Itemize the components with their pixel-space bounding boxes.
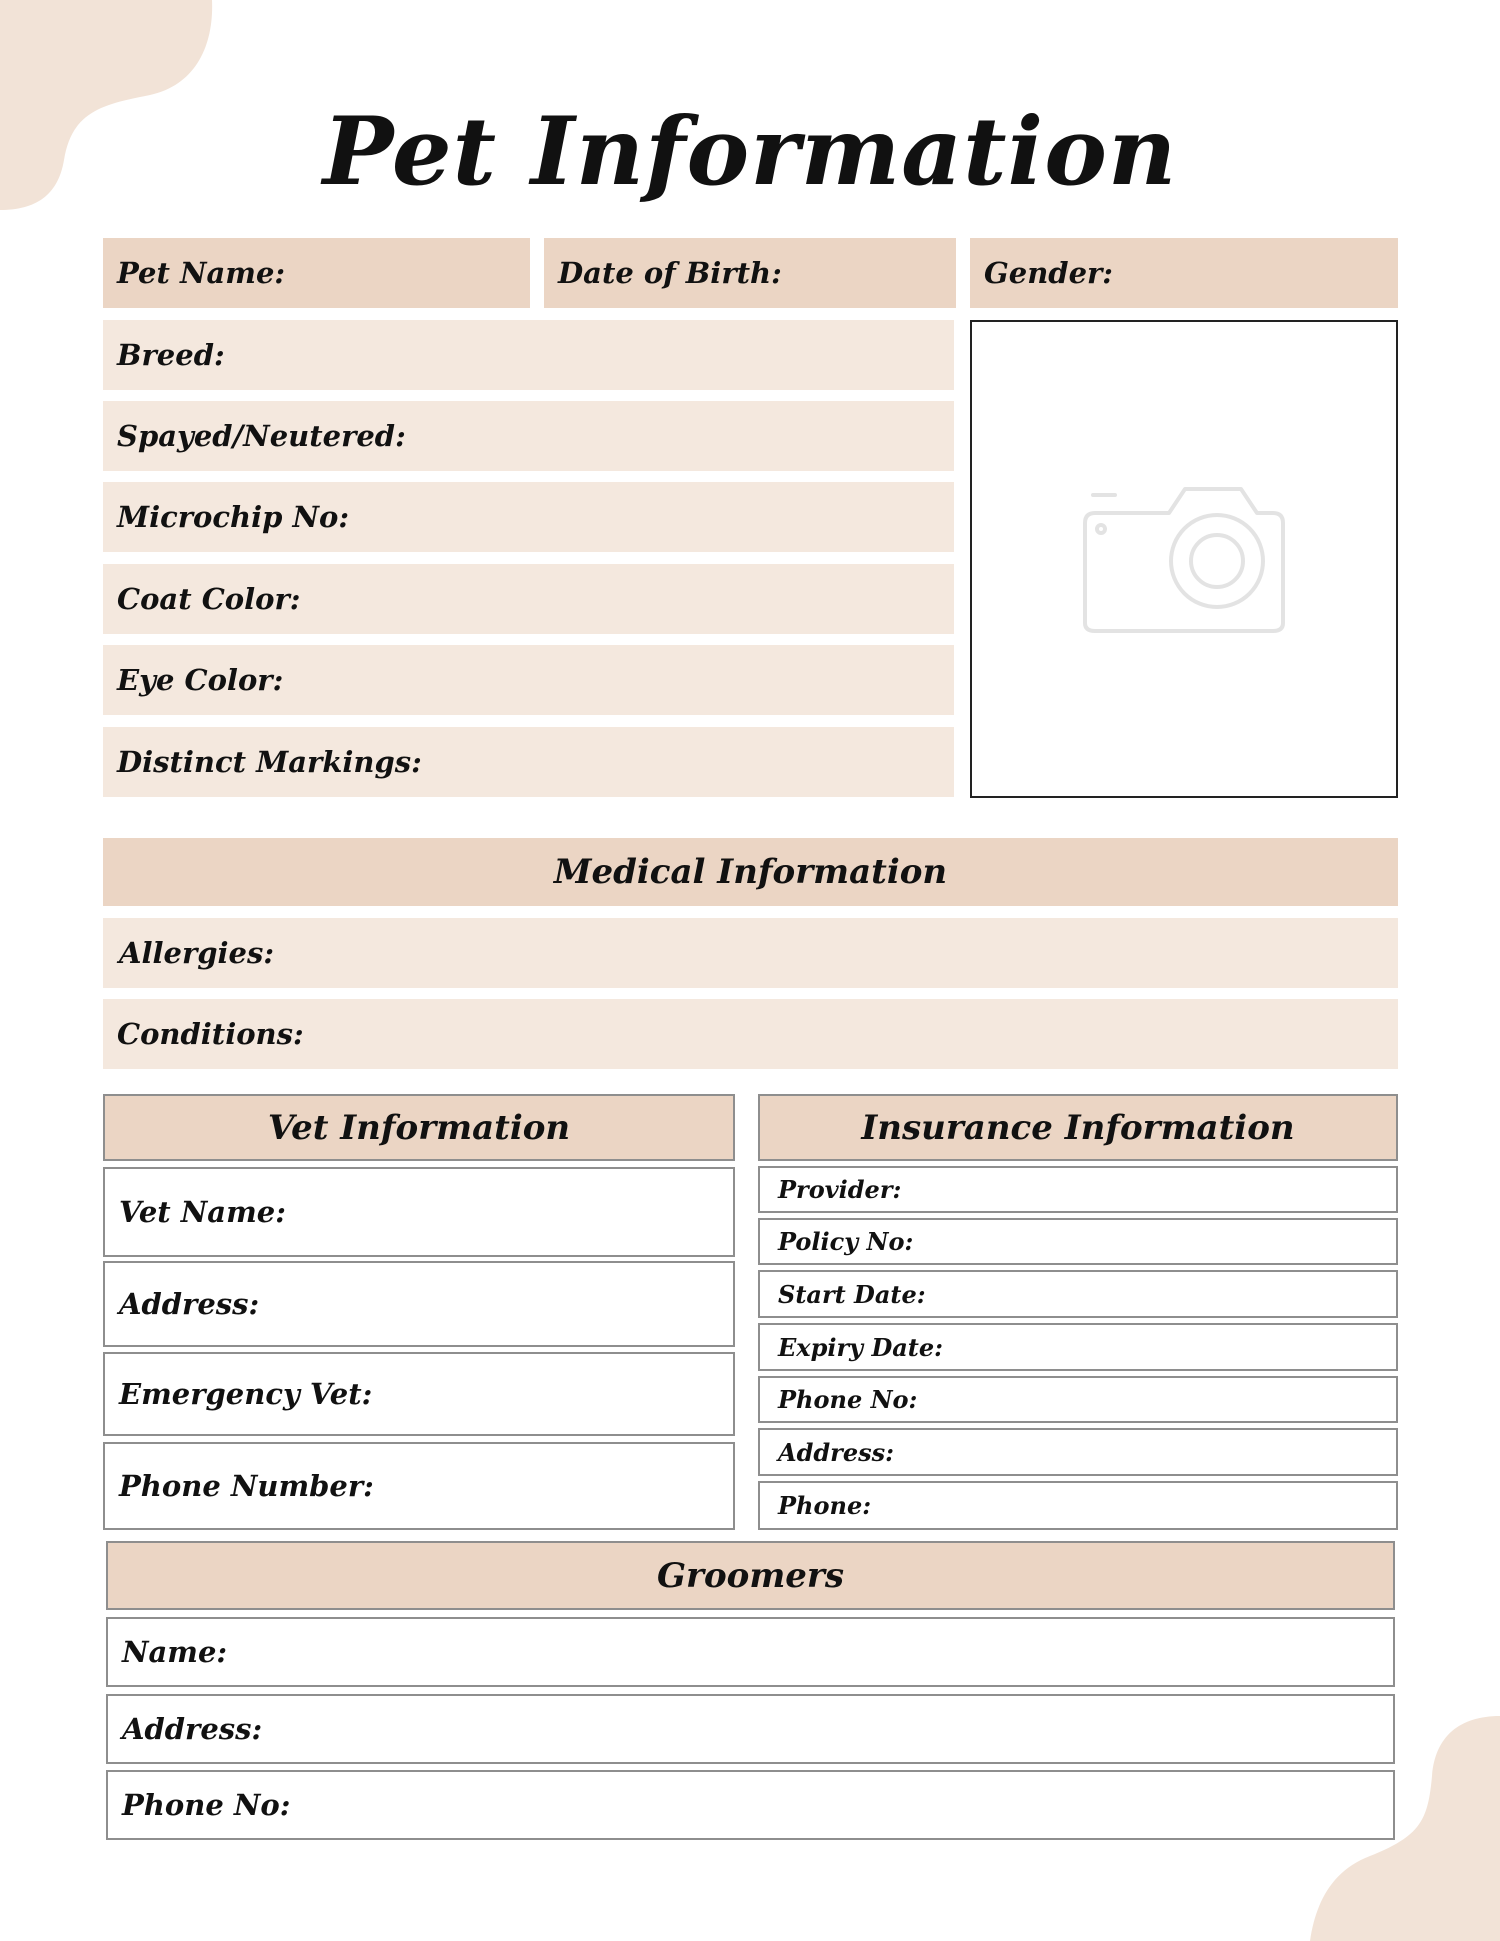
date-of-birth-label: Date of Birth:	[558, 256, 782, 290]
insurance-policy-no-label: Policy No:	[778, 1227, 914, 1256]
distinct-markings-label: Distinct Markings:	[117, 745, 422, 779]
insurance-heading-text: Insurance Information	[861, 1107, 1295, 1148]
coat-color-label: Coat Color:	[117, 582, 301, 616]
pet-name-field[interactable]	[103, 238, 530, 308]
insurance-start-date-label: Start Date:	[778, 1279, 926, 1309]
insurance-address-label: Address:	[778, 1437, 894, 1467]
insurance-address-field[interactable]	[758, 1428, 1398, 1476]
groomers-heading-text: Groomers	[657, 1555, 844, 1596]
gender-field[interactable]	[970, 238, 1398, 308]
vet-heading-text: Vet Information	[267, 1107, 571, 1148]
spayed-neutered-field[interactable]	[103, 401, 954, 471]
date-of-birth-field[interactable]	[544, 238, 956, 308]
photo-upload-box[interactable]	[970, 320, 1398, 798]
vet-name-label: Vet Name:	[119, 1195, 286, 1229]
groomer-address-label: Address:	[122, 1712, 263, 1746]
vet-phone-number-field[interactable]	[103, 1442, 735, 1530]
coat-color-field[interactable]	[103, 564, 954, 634]
groomer-phone-no-field[interactable]	[106, 1770, 1395, 1840]
eye-color-label: Eye Color:	[117, 663, 284, 697]
insurance-phone-label: Phone:	[778, 1491, 872, 1520]
groomer-name-field[interactable]	[106, 1617, 1395, 1687]
breed-field[interactable]	[103, 320, 954, 390]
insurance-start-date-field[interactable]	[758, 1270, 1398, 1318]
microchip-no-field[interactable]	[103, 482, 954, 552]
allergies-label: Allergies:	[119, 936, 275, 970]
insurance-expiry-date-label: Expiry Date:	[778, 1332, 944, 1362]
insurance-expiry-date-field[interactable]	[758, 1323, 1398, 1371]
insurance-phone-no-field[interactable]	[758, 1376, 1398, 1423]
groomer-phone-no-label: Phone No:	[122, 1788, 291, 1822]
groomer-address-field[interactable]	[106, 1694, 1395, 1764]
medical-information-heading	[103, 838, 1398, 906]
spayed-neutered-label: Spayed/Neutered:	[117, 419, 406, 453]
vet-address-field[interactable]	[103, 1261, 735, 1347]
vet-name-field[interactable]	[103, 1167, 735, 1257]
groomer-name-label: Name:	[122, 1635, 228, 1669]
groomers-heading	[106, 1541, 1395, 1610]
emergency-vet-field[interactable]	[103, 1352, 735, 1436]
medical-heading-text: Medical Information	[553, 852, 948, 892]
camera-icon	[1081, 483, 1287, 635]
conditions-field[interactable]	[103, 999, 1398, 1069]
microchip-no-label: Microchip No:	[117, 500, 350, 534]
distinct-markings-field[interactable]	[103, 727, 954, 797]
breed-label: Breed:	[117, 338, 225, 372]
eye-color-field[interactable]	[103, 645, 954, 715]
emergency-vet-label: Emergency Vet:	[119, 1377, 373, 1411]
vet-information-heading	[103, 1094, 735, 1161]
insurance-provider-field[interactable]	[758, 1166, 1398, 1213]
gender-label: Gender:	[984, 256, 1114, 290]
insurance-phone-no-label: Phone No:	[778, 1385, 918, 1414]
page-title: Pet Information	[322, 97, 1178, 207]
insurance-information-heading	[758, 1094, 1398, 1161]
insurance-phone-field[interactable]	[758, 1481, 1398, 1530]
pet-name-label: Pet Name:	[117, 256, 286, 290]
vet-address-label: Address:	[119, 1287, 260, 1321]
insurance-policy-no-field[interactable]	[758, 1218, 1398, 1265]
vet-phone-number-label: Phone Number:	[119, 1469, 374, 1503]
insurance-provider-label: Provider:	[778, 1175, 902, 1204]
conditions-label: Conditions:	[117, 1017, 304, 1051]
allergies-field[interactable]	[103, 918, 1398, 988]
